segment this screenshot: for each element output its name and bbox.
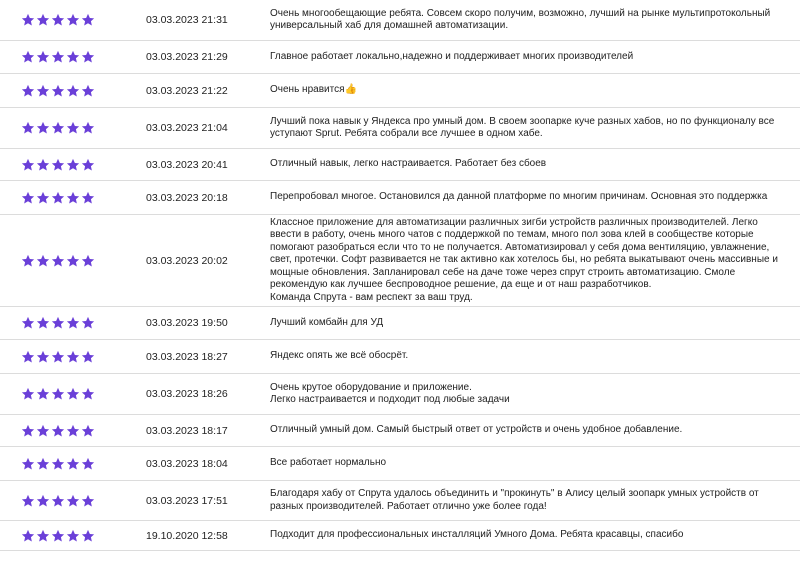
star-icon: [36, 84, 50, 98]
star-icon: [21, 494, 35, 508]
star-icon: [81, 350, 95, 364]
review-row: [0, 181, 800, 215]
review-text: Лучший комбайн для УД: [270, 316, 384, 328]
review-date: 03.03.2023 17:51: [146, 494, 228, 507]
star-icon: [81, 494, 95, 508]
star-icon: [51, 424, 65, 438]
star-icon: [81, 50, 95, 64]
star-icon: [51, 350, 65, 364]
review-row: [0, 307, 800, 340]
star-icon: [21, 254, 35, 268]
star-icon: [21, 50, 35, 64]
review-date: 03.03.2023 21:04: [146, 122, 228, 134]
rating-stars: [0, 13, 146, 27]
review-row: [0, 374, 800, 415]
star-icon: [66, 350, 80, 364]
star-icon: [51, 13, 65, 27]
review-date: 03.03.2023 18:27: [146, 350, 228, 363]
star-icon: [36, 350, 50, 364]
review-text: Благодаря хабу от Спрута удалось объединить и "прокинуть" в Алису целый зоопарк умных устройств от разных производителей. Работает отлично уже более года!: [270, 488, 759, 512]
star-icon: [66, 387, 80, 401]
rating-stars: [0, 387, 146, 401]
star-icon: [51, 457, 65, 471]
rating-stars: [0, 254, 146, 268]
star-icon: [81, 191, 95, 205]
star-icon: [66, 50, 80, 64]
star-icon: [81, 13, 95, 27]
star-icon: [21, 387, 35, 401]
star-icon: [36, 50, 50, 64]
review-date: 03.03.2023 20:18: [146, 191, 228, 204]
rating-stars: [0, 191, 146, 205]
star-icon: [51, 529, 65, 543]
star-icon: [51, 84, 65, 98]
rating-stars: [0, 84, 146, 98]
star-icon: [66, 13, 80, 27]
review-date: 03.03.2023 20:02: [146, 254, 228, 267]
rating-stars: [0, 350, 146, 364]
star-icon: [21, 457, 35, 471]
star-icon: [66, 158, 80, 172]
star-icon: [81, 457, 95, 471]
review-text: Яндекс опять же всё обосрёт.: [270, 350, 409, 362]
review-text: Классное приложение для автоматизации различных зигби устройств различных производителей. Легко ввести в работу, очень много чатов с поддержкой по темам, много пол зова клей в сообществе которые помогают разобраться если что то не получается. Автоматизировал у себя дома вентиляцию, увлажнение, свет, протечки. Софт развивается не так активно как хотелось бы, но ребята выкатывают очень массивные и мощные обновления. Запланировал себе на даче тоже через спрут строить автоматизацию. Смоле рекомендую как лучшее беспроводное решение, да еще и от наш разработчиков. Команда Спрута - вам респект за ваш труд.: [270, 216, 778, 303]
star-icon: [51, 387, 65, 401]
review-row: [0, 74, 800, 108]
review-text: Перепробовал многое. Остановился да данной платформе по многим причинам. Основная это поддержка: [270, 191, 768, 203]
star-icon: [66, 84, 80, 98]
review-text: Все работает нормально: [270, 457, 387, 469]
star-icon: [21, 350, 35, 364]
review-row: [0, 340, 800, 374]
star-icon: [81, 387, 95, 401]
star-icon: [36, 424, 50, 438]
review-date: 19.10.2020 12:58: [146, 529, 228, 542]
star-icon: [51, 316, 65, 330]
star-icon: [21, 529, 35, 543]
star-icon: [51, 494, 65, 508]
review-text: Лучший пока навык у Яндекса про умный дом. В своем зоопарке куче разных хабов, но по функционалу все уступают Sprut. Ребята собрали все лучшее в одном хабе.: [270, 115, 775, 139]
review-text: Подходит для профессиональных инсталляций Умного Дома. Ребята красавцы, спасибо: [270, 529, 684, 541]
review-date: 03.03.2023 18:17: [146, 424, 228, 437]
star-icon: [36, 494, 50, 508]
star-icon: [81, 424, 95, 438]
review-row: [0, 41, 800, 74]
star-icon: [36, 191, 50, 205]
review-row: [0, 215, 800, 307]
star-icon: [51, 158, 65, 172]
star-icon: [51, 191, 65, 205]
star-icon: [21, 191, 35, 205]
review-row: [0, 108, 800, 149]
star-icon: [21, 424, 35, 438]
star-icon: [81, 529, 95, 543]
rating-stars: [0, 494, 146, 508]
review-date: 03.03.2023 21:22: [146, 84, 228, 97]
review-row: [0, 149, 800, 181]
rating-stars: [0, 457, 146, 471]
star-icon: [66, 494, 80, 508]
rating-stars: [0, 158, 146, 172]
star-icon: [36, 529, 50, 543]
star-icon: [51, 121, 65, 135]
star-icon: [66, 529, 80, 543]
star-icon: [21, 316, 35, 330]
star-icon: [21, 158, 35, 172]
rating-stars: [0, 50, 146, 64]
review-date: 03.03.2023 21:29: [146, 51, 228, 63]
star-icon: [66, 254, 80, 268]
review-text: Отличный умный дом. Самый быстрый ответ от устройств и очень удобное добавление.: [270, 424, 683, 436]
star-icon: [81, 158, 95, 172]
star-icon: [81, 121, 95, 135]
rating-stars: [0, 529, 146, 543]
star-icon: [21, 84, 35, 98]
review-text: Отличный навык, легко настраивается. Работает без сбоев: [270, 158, 547, 170]
review-date: 03.03.2023 19:50: [146, 317, 228, 329]
review-date: 03.03.2023 20:41: [146, 158, 228, 171]
star-icon: [36, 121, 50, 135]
star-icon: [36, 387, 50, 401]
rating-stars: [0, 316, 146, 330]
star-icon: [81, 84, 95, 98]
review-text: Очень многообещающие ребята. Совсем скоро получим, возможно, лучший на рынке мультипротокольный универсальный хаб для домашней автоматизации.: [270, 7, 771, 31]
review-row: [0, 521, 800, 551]
review-text: Очень крутое оборудование и приложение. Легко настраивается и подходит под любые задачи: [270, 381, 510, 405]
review-date: 03.03.2023 18:04: [146, 457, 228, 470]
review-row: [0, 447, 800, 481]
review-row: [0, 415, 800, 447]
review-date: 03.03.2023 21:31: [146, 14, 228, 26]
star-icon: [36, 254, 50, 268]
star-icon: [36, 457, 50, 471]
star-icon: [66, 191, 80, 205]
rating-stars: [0, 121, 146, 135]
star-icon: [21, 121, 35, 135]
star-icon: [51, 254, 65, 268]
star-icon: [66, 121, 80, 135]
review-date: 03.03.2023 18:26: [146, 388, 228, 400]
star-icon: [66, 316, 80, 330]
star-icon: [66, 457, 80, 471]
review-text: Очень нравится👍: [270, 84, 357, 96]
review-row: [0, 0, 800, 41]
star-icon: [81, 254, 95, 268]
star-icon: [36, 316, 50, 330]
star-icon: [36, 158, 50, 172]
review-row: [0, 481, 800, 521]
star-icon: [21, 13, 35, 27]
star-icon: [51, 50, 65, 64]
review-text: Главное работает локально,надежно и поддерживает многих производителей: [270, 50, 634, 62]
star-icon: [36, 13, 50, 27]
star-icon: [66, 424, 80, 438]
star-icon: [81, 316, 95, 330]
rating-stars: [0, 424, 146, 438]
